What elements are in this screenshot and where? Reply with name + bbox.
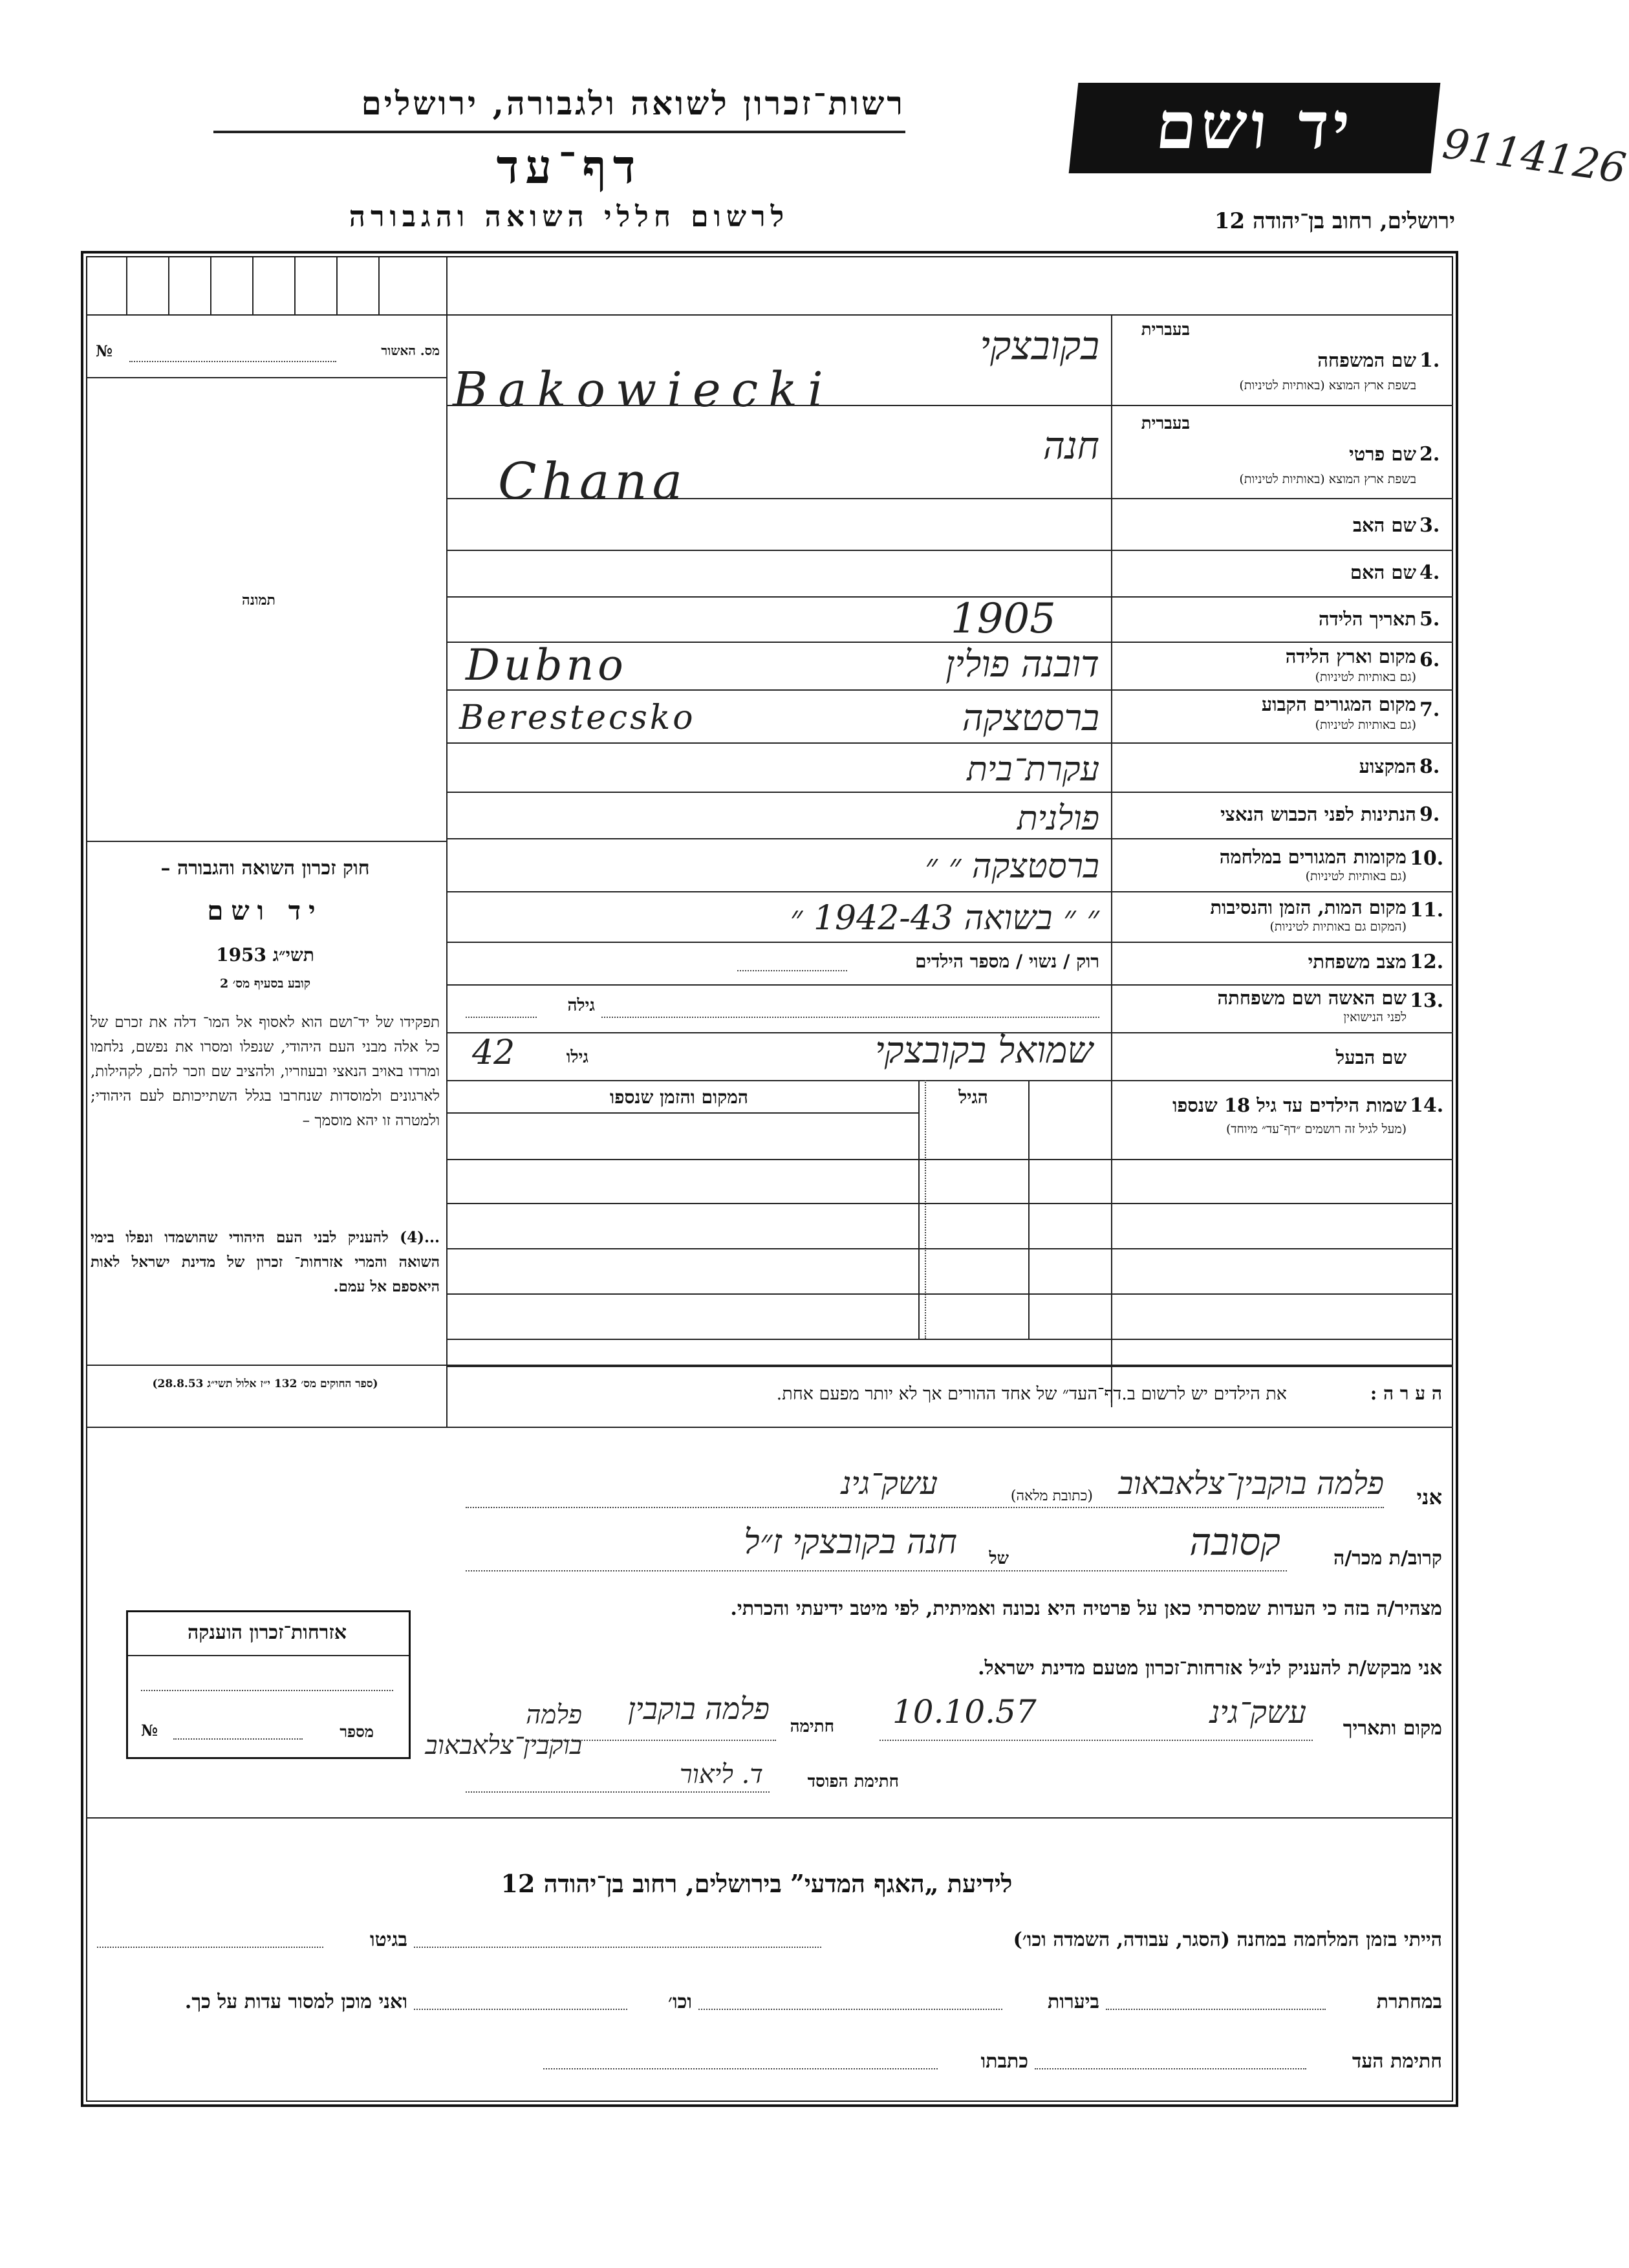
field-10-number: 10. <box>1410 847 1444 870</box>
photo-label: תמונה <box>242 592 275 609</box>
field-14-label: שמות הילדים עד גיל 18 שנספו <box>1172 1094 1407 1116</box>
field-11-label: מקום המות, הזמן והנסיבות <box>1210 896 1407 918</box>
children-place-header: המקום והזמן שנספו <box>610 1086 748 1108</box>
request-text: אני מבקש/ת להעניק לנ״ל אזרחות־זכרון מטעם מדינת ישראל. <box>978 1657 1442 1679</box>
law-reference: (ספר החוקים מס׳ 132 י״ז אלול תשי״ג 28.8.53) <box>152 1377 378 1390</box>
relation-value: קסובה <box>1189 1520 1280 1564</box>
approval-number-sign: № <box>96 341 113 360</box>
surname-latin: Bakowiecki <box>453 362 834 418</box>
field-7-sub: (גם באותיות לטיניות) <box>1315 718 1416 732</box>
field-2-tag: בעברית <box>1141 414 1190 433</box>
citizenship-box <box>126 1610 411 1759</box>
field-3-label: שם האב <box>1352 514 1416 536</box>
signature-label: חתימה <box>790 1717 834 1736</box>
marital-status-options: רוק / נשוי / מספר הילדים <box>915 951 1099 972</box>
field-2-number: 2. <box>1419 443 1440 466</box>
official-signature-label: חתימת הפוסד <box>807 1772 899 1791</box>
field-2-label: שם פרטי <box>1349 443 1416 465</box>
authority-underline <box>213 131 905 133</box>
residence-hebrew: ברסטצקה <box>962 697 1099 739</box>
handwritten-record-number: 9114126 <box>1440 120 1629 193</box>
citizenship-number-label: מספר <box>340 1722 374 1741</box>
occupation-value: עקרת־בית <box>967 750 1099 789</box>
underground-label: במחתרת <box>1376 1991 1442 2013</box>
husband-age-label: גילו <box>566 1048 588 1067</box>
field-11-sub: (המקום גם באותיות לטיניות) <box>1269 920 1407 934</box>
birthplace-hebrew: דובנה פולין <box>945 643 1099 686</box>
of-label: של <box>989 1549 1009 1568</box>
field-1-tag: בעברית <box>1141 320 1190 340</box>
ready-text: ואני מוכן למסור עדות על כך. <box>184 1991 407 2013</box>
field-13-label: שם האשה ושם משפחתה <box>1217 987 1407 1009</box>
field-7-label: מקום המגורים הקבוע <box>1261 693 1416 715</box>
birth-date-value: 1905 <box>951 595 1056 643</box>
residence-latin: Berestecsko <box>459 698 696 737</box>
field-8-number: 8. <box>1419 755 1440 778</box>
surname-hebrew: בקובצקי <box>980 323 1099 369</box>
field-5-label: תאריך הלידה <box>1319 608 1416 630</box>
approval-number-label: מס. האשור <box>381 343 440 358</box>
label-column-divider <box>1111 314 1112 1407</box>
death-place-value: ״ ״ בשואה 1942-43 ״ <box>790 899 1099 938</box>
field-1-number: 1. <box>1419 349 1440 372</box>
firstname-hebrew: חנה <box>1042 424 1099 468</box>
children-age-header: הגיל <box>958 1086 988 1108</box>
field-7-number: 7. <box>1419 698 1440 721</box>
camp-line: הייתי בזמן המלחמה במחנה (הסגר, עבודה, השמדה וכו׳) <box>1013 1928 1442 1951</box>
left-column-divider <box>446 314 448 1427</box>
field-10-label: מקומות המגורים במלחמה <box>1219 846 1407 868</box>
field-8-label: המקצוע <box>1359 755 1416 777</box>
field-1-label: שם המשפחה <box>1317 349 1416 371</box>
date-value: 10.10.57 <box>892 1693 1037 1731</box>
signature-second: פלמה בוקבין־צלאבאוב <box>425 1700 582 1760</box>
field-14-sub: (מעל לגיל זה רושמים ״דף־עד״ מיוחד) <box>1226 1122 1407 1136</box>
place-value: עשק־גינ <box>1209 1694 1306 1731</box>
husband-age-value: 42 <box>472 1033 515 1072</box>
field-4-number: 4. <box>1419 561 1440 584</box>
wartime-residence-value: ברסטצקה ״ ״ <box>925 847 1099 886</box>
field-12-number: 12. <box>1410 951 1444 973</box>
declarant-i-label: אני <box>1416 1485 1442 1509</box>
field-11-number: 11. <box>1410 899 1444 922</box>
declarant-name: פלמה בוקבין־צלאבאוב <box>1118 1465 1384 1502</box>
field-10-sub: (גם באותיות לטיניות) <box>1305 869 1407 883</box>
law-year: תשי״ג 1953 <box>216 944 314 966</box>
field-12-label: מצב משפחתי <box>1308 951 1407 973</box>
birthplace-latin: Dubno <box>466 640 627 690</box>
field-1-sub: בשפת ארץ המוצא (באותיות לטיניות) <box>1239 378 1416 393</box>
field-4-label: שם האם <box>1350 561 1416 583</box>
witness-signature-label: חתימת העד <box>1352 2050 1442 2073</box>
law-paragraph-2: ...(4) להעניק לבני העם היהודי שהושמדו ונפלו בימי השואה והמרי אזרחות־ זכרון של מדינת ישראל לאות היאספם אל עמם. <box>91 1229 440 1295</box>
husband-label: שם הבעל <box>1335 1046 1407 1068</box>
yad-vashem-logo <box>1069 83 1441 173</box>
footer-heading: לידיעת „האגף המדעי” בירושלים, רחוב בן־יהודה 12 <box>501 1869 1013 1898</box>
citizenship-box-title: אזרחות־זכרון הוענקה <box>187 1621 347 1644</box>
declarant-address: עשק־גינ <box>841 1465 938 1502</box>
field-6-sub: (גם באותיות לטיניות) <box>1315 670 1416 684</box>
form-title: דף־עד <box>496 139 642 194</box>
citizenship-number-sign: № <box>141 1721 158 1740</box>
address-line: ירושלים, רחוב בן־יהודה 12 <box>1214 208 1455 234</box>
field-13-sub: לפני הנישואין <box>1343 1010 1407 1024</box>
nationality-value: פולנית <box>1017 799 1099 838</box>
authority-heading: רשות־זכרון לשואה ולגבורה, ירושלים <box>361 84 905 122</box>
law-paragraph-1: תפקידו של יד־ושם הוא לאסוף אל המו־ דלה את זכרם של כל אלה מבני העם היהודי, שנפלו ומסרו את נפשם, נלחמו ומרדו באויב הנאצי ובעוזריו, ולהציב שם וזכר להם, לקהילות, לארגונים ולמוסדות שנחרבו בגלל השתייכותם לעם היהודי; ולמטרה זו יהא מוסמך – <box>91 1014 440 1129</box>
official-signature-value: ד. ליאור <box>679 1760 763 1789</box>
form-subtitle: לרשום חללי השואה והגבורה <box>349 200 790 233</box>
field-3-number: 3. <box>1419 514 1440 537</box>
declare-text: מצהיר/ה בזה כי העדות שמסרתי כאן על פרטיה היא נכונה ואמיתית, לפי מיטב ידיעתי והכרתי. <box>730 1597 1442 1620</box>
field-2-sub: בשפת ארץ המוצא (באותיות לטיניות) <box>1239 472 1416 486</box>
witness-address-label: כתבתו <box>980 2050 1028 2073</box>
logo-text: יד ושם <box>1152 87 1357 164</box>
field-6-label: מקום וארץ הלידה <box>1285 645 1416 667</box>
wife-age-label: גילה <box>567 996 595 1015</box>
note-text: את הילדים יש לרשום ב.דף־העד״ של אחד ההורים אך לא יותר מפעם אחת. <box>776 1384 1287 1404</box>
etc-label: וכו׳ <box>668 1991 692 2013</box>
field-13-number: 13. <box>1410 989 1444 1012</box>
signature-value: פלמה בוקבין <box>628 1691 770 1726</box>
firstname-latin: Chana <box>498 453 688 511</box>
law-title: חוק זכרון השואה והגבורה – <box>160 857 370 880</box>
field-9-label: הנתינות לפני הכבוש הנאצי <box>1220 803 1416 825</box>
field-14-number: 14. <box>1410 1094 1444 1117</box>
law-name: יד ושם <box>207 896 323 926</box>
ghetto-label: בגיטו <box>369 1928 407 1951</box>
field-9-number: 9. <box>1419 803 1440 826</box>
law-clause: קובע בסעיף מס׳ 2 <box>219 977 311 991</box>
relative-label: קרוב/ת מכר/ה <box>1333 1547 1442 1570</box>
of-value: חנה בקובצקי ז״ל <box>744 1523 957 1562</box>
declarant-address-label: (כתובת מלאה) <box>1010 1488 1093 1504</box>
note-label: ה ע ר ה : <box>1370 1383 1442 1404</box>
husband-name-value: שמואל בקובצקי <box>874 1030 1093 1072</box>
field-5-number: 5. <box>1419 608 1440 631</box>
forests-label: ביערות <box>1047 1991 1099 2013</box>
field-6-number: 6. <box>1419 649 1440 671</box>
place-date-label: מקום ותאריך <box>1343 1717 1442 1740</box>
